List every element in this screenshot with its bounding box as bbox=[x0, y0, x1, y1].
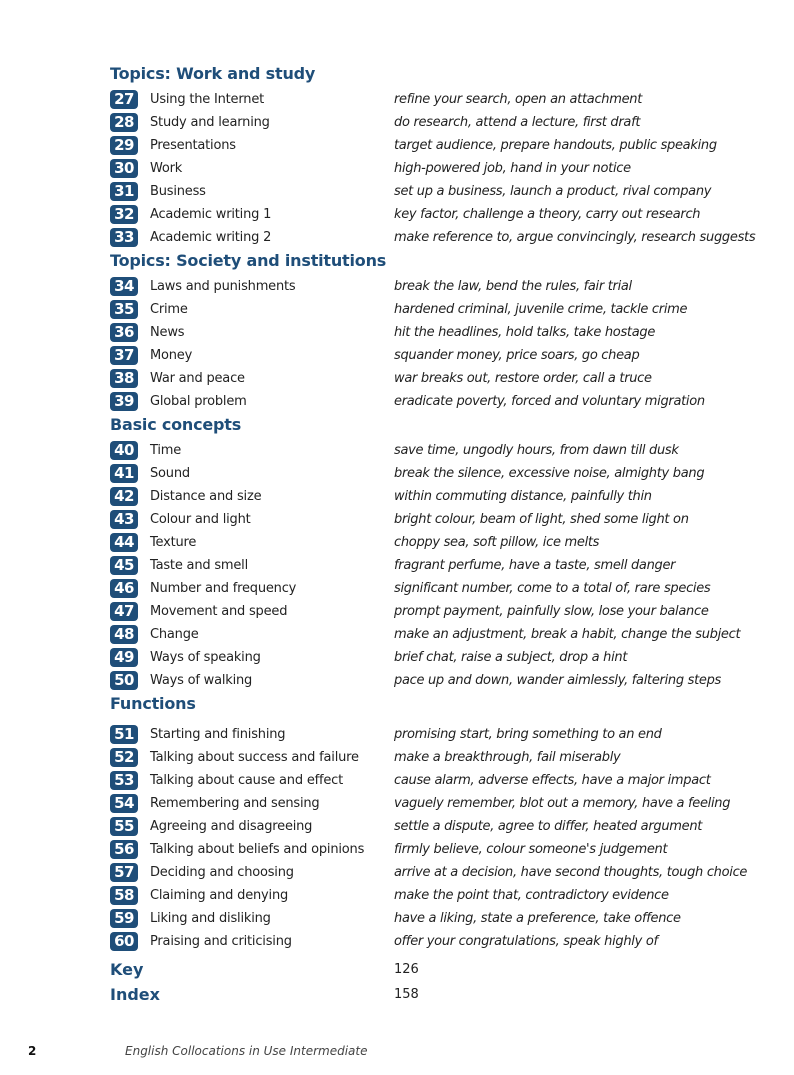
unit-row[interactable] bbox=[110, 321, 760, 344]
unit-title: Money bbox=[150, 348, 193, 363]
unit-title: Deciding and choosing bbox=[150, 865, 294, 880]
unit-title: Talking about beliefs and opinions bbox=[150, 842, 365, 857]
unit-title: War and peace bbox=[150, 371, 245, 386]
unit-title: Taste and smell bbox=[150, 558, 249, 573]
unit-title: Texture bbox=[150, 535, 197, 550]
key-entry[interactable] bbox=[110, 957, 760, 982]
unit-number-badge: 31 bbox=[110, 182, 138, 201]
unit-title: Academic writing 1 bbox=[150, 207, 272, 222]
unit-title: Using the Internet bbox=[150, 92, 265, 107]
unit-row[interactable] bbox=[110, 344, 760, 367]
unit-title: Academic writing 2 bbox=[150, 230, 272, 245]
unit-examples: do research, attend a lecture, first draft bbox=[394, 115, 641, 130]
unit-examples: fragrant perfume, have a taste, smell danger bbox=[394, 558, 676, 573]
unit-number-badge: 50 bbox=[110, 671, 138, 690]
section-heading: Topics: Society and institutions bbox=[110, 251, 387, 270]
unit-number-badge: 30 bbox=[110, 159, 138, 178]
unit-row[interactable] bbox=[110, 815, 760, 838]
unit-number-badge: 40 bbox=[110, 441, 138, 460]
unit-title: Agreeing and disagreeing bbox=[150, 819, 313, 834]
unit-row[interactable] bbox=[110, 930, 760, 953]
unit-row[interactable] bbox=[110, 838, 760, 861]
unit-row[interactable] bbox=[110, 390, 760, 413]
unit-number-badge: 29 bbox=[110, 136, 138, 155]
unit-title: Sound bbox=[150, 466, 190, 481]
unit-title: Distance and size bbox=[150, 489, 262, 504]
unit-examples: make a breakthrough, fail miserably bbox=[394, 750, 621, 765]
unit-row[interactable] bbox=[110, 554, 760, 577]
unit-number-badge: 42 bbox=[110, 487, 138, 506]
unit-examples: make reference to, argue convincingly, research suggests bbox=[394, 230, 756, 245]
unit-title: Praising and criticising bbox=[150, 934, 292, 949]
unit-title: Change bbox=[150, 627, 199, 642]
unit-number-badge: 39 bbox=[110, 392, 138, 411]
unit-number-badge: 59 bbox=[110, 909, 138, 928]
unit-row[interactable] bbox=[110, 746, 760, 769]
unit-examples: bright colour, beam of light, shed some light on bbox=[394, 512, 689, 527]
section-work-and-study bbox=[110, 62, 760, 249]
unit-number-badge: 51 bbox=[110, 725, 138, 744]
unit-examples: hardened criminal, juvenile crime, tackle crime bbox=[394, 302, 688, 317]
index-page-number: 158 bbox=[394, 987, 419, 1002]
unit-row[interactable] bbox=[110, 226, 760, 249]
unit-examples: eradicate poverty, forced and voluntary migration bbox=[394, 394, 705, 409]
unit-title: Business bbox=[150, 184, 206, 199]
unit-row[interactable] bbox=[110, 485, 760, 508]
unit-title: Presentations bbox=[150, 138, 236, 153]
unit-row[interactable] bbox=[110, 723, 760, 746]
unit-title: Ways of walking bbox=[150, 673, 253, 688]
unit-row[interactable] bbox=[110, 884, 760, 907]
unit-row[interactable] bbox=[110, 462, 760, 485]
unit-examples: make an adjustment, break a habit, change the subject bbox=[394, 627, 741, 642]
unit-row[interactable] bbox=[110, 275, 760, 298]
unit-examples: squander money, price soars, go cheap bbox=[394, 348, 640, 363]
section-basic-concepts bbox=[110, 413, 760, 692]
unit-title: Claiming and denying bbox=[150, 888, 289, 903]
unit-row[interactable] bbox=[110, 769, 760, 792]
unit-row[interactable] bbox=[110, 203, 760, 226]
unit-row[interactable] bbox=[110, 861, 760, 884]
unit-number-badge: 45 bbox=[110, 556, 138, 575]
unit-examples: make the point that, contradictory evidence bbox=[394, 888, 669, 903]
unit-number-badge: 43 bbox=[110, 510, 138, 529]
unit-number-badge: 57 bbox=[110, 863, 138, 882]
index-label: Index bbox=[110, 985, 160, 1004]
book-title: English Collocations in Use Intermediate bbox=[125, 1044, 368, 1058]
unit-row[interactable] bbox=[110, 157, 760, 180]
unit-number-badge: 46 bbox=[110, 579, 138, 598]
unit-title: Remembering and sensing bbox=[150, 796, 320, 811]
unit-title: Global problem bbox=[150, 394, 247, 409]
unit-number-badge: 37 bbox=[110, 346, 138, 365]
unit-number-badge: 27 bbox=[110, 90, 138, 109]
unit-examples: brief chat, raise a subject, drop a hint bbox=[394, 650, 628, 665]
unit-examples: vaguely remember, blot out a memory, have a feeling bbox=[394, 796, 731, 811]
unit-examples: break the silence, excessive noise, almighty bang bbox=[394, 466, 705, 481]
unit-row[interactable] bbox=[110, 577, 760, 600]
unit-title: Study and learning bbox=[150, 115, 270, 130]
unit-row[interactable] bbox=[110, 508, 760, 531]
unit-examples: refine your search, open an attachment bbox=[394, 92, 643, 107]
unit-examples: target audience, prepare handouts, public speaking bbox=[394, 138, 717, 153]
unit-title: News bbox=[150, 325, 185, 340]
unit-number-badge: 47 bbox=[110, 602, 138, 621]
unit-row[interactable] bbox=[110, 134, 760, 157]
unit-row[interactable] bbox=[110, 367, 760, 390]
unit-number-badge: 36 bbox=[110, 323, 138, 342]
unit-title: Work bbox=[150, 161, 183, 176]
section-heading: Functions bbox=[110, 694, 196, 713]
unit-examples: pace up and down, wander aimlessly, faltering steps bbox=[394, 673, 721, 688]
unit-examples: have a liking, state a preference, take offence bbox=[394, 911, 681, 926]
key-label: Key bbox=[110, 960, 144, 979]
unit-row[interactable] bbox=[110, 531, 760, 554]
unit-number-badge: 32 bbox=[110, 205, 138, 224]
unit-row[interactable] bbox=[110, 439, 760, 462]
unit-number-badge: 28 bbox=[110, 113, 138, 132]
unit-title: Talking about cause and effect bbox=[150, 773, 344, 788]
unit-examples: offer your congratulations, speak highly of bbox=[394, 934, 658, 949]
unit-number-badge: 60 bbox=[110, 932, 138, 951]
index-entry[interactable] bbox=[110, 982, 760, 1007]
unit-row[interactable] bbox=[110, 907, 760, 930]
unit-examples: choppy sea, soft pillow, ice melts bbox=[394, 535, 600, 550]
section-heading: Topics: Work and study bbox=[110, 64, 316, 83]
unit-examples: arrive at a decision, have second thoughts, tough choice bbox=[394, 865, 748, 880]
section-functions bbox=[110, 692, 760, 953]
unit-title: Time bbox=[150, 443, 182, 458]
unit-title: Ways of speaking bbox=[150, 650, 261, 665]
section-society-and-institutions bbox=[110, 249, 760, 413]
unit-number-badge: 52 bbox=[110, 748, 138, 767]
unit-row[interactable] bbox=[110, 792, 760, 815]
unit-title: Liking and disliking bbox=[150, 911, 271, 926]
unit-title: Number and frequency bbox=[150, 581, 297, 596]
unit-examples: key factor, challenge a theory, carry out research bbox=[394, 207, 701, 222]
unit-examples: set up a business, launch a product, rival company bbox=[394, 184, 712, 199]
unit-row[interactable] bbox=[110, 111, 760, 134]
unit-number-badge: 55 bbox=[110, 817, 138, 836]
unit-row[interactable] bbox=[110, 180, 760, 203]
unit-title: Colour and light bbox=[150, 512, 251, 527]
unit-examples: war breaks out, restore order, call a truce bbox=[394, 371, 652, 386]
unit-row[interactable] bbox=[110, 600, 760, 623]
unit-number-badge: 35 bbox=[110, 300, 138, 319]
unit-examples: cause alarm, adverse effects, have a major impact bbox=[394, 773, 711, 788]
page-footer bbox=[0, 1044, 794, 1064]
unit-title: Laws and punishments bbox=[150, 279, 296, 294]
unit-number-badge: 53 bbox=[110, 771, 138, 790]
unit-row[interactable] bbox=[110, 646, 760, 669]
unit-examples: prompt payment, painfully slow, lose your balance bbox=[394, 604, 709, 619]
unit-number-badge: 58 bbox=[110, 886, 138, 905]
unit-examples: settle a dispute, agree to differ, heated argument bbox=[394, 819, 703, 834]
unit-examples: firmly believe, colour someone's judgement bbox=[394, 842, 668, 857]
unit-number-badge: 54 bbox=[110, 794, 138, 813]
page-number: 2 bbox=[28, 1044, 37, 1058]
unit-row[interactable] bbox=[110, 88, 760, 111]
unit-number-badge: 49 bbox=[110, 648, 138, 667]
unit-title: Movement and speed bbox=[150, 604, 288, 619]
section-heading: Basic concepts bbox=[110, 415, 242, 434]
unit-number-badge: 44 bbox=[110, 533, 138, 552]
unit-number-badge: 56 bbox=[110, 840, 138, 859]
unit-examples: save time, ungodly hours, from dawn till dusk bbox=[394, 443, 679, 458]
unit-examples: hit the headlines, hold talks, take hostage bbox=[394, 325, 656, 340]
unit-number-badge: 38 bbox=[110, 369, 138, 388]
unit-title: Crime bbox=[150, 302, 188, 317]
unit-number-badge: 33 bbox=[110, 228, 138, 247]
unit-examples: promising start, bring something to an end bbox=[394, 727, 662, 742]
unit-examples: break the law, bend the rules, fair trial bbox=[394, 279, 632, 294]
unit-examples: within commuting distance, painfully thin bbox=[394, 489, 652, 504]
unit-number-badge: 41 bbox=[110, 464, 138, 483]
unit-number-badge: 48 bbox=[110, 625, 138, 644]
unit-title: Talking about success and failure bbox=[150, 750, 359, 765]
contents-page bbox=[110, 62, 760, 1007]
key-page-number: 126 bbox=[394, 962, 419, 977]
unit-row[interactable] bbox=[110, 298, 760, 321]
unit-row[interactable] bbox=[110, 623, 760, 646]
unit-number-badge: 34 bbox=[110, 277, 138, 296]
unit-examples: high-powered job, hand in your notice bbox=[394, 161, 631, 176]
unit-row[interactable] bbox=[110, 669, 760, 692]
unit-title: Starting and finishing bbox=[150, 727, 286, 742]
back-matter bbox=[110, 957, 760, 1007]
unit-examples: significant number, come to a total of, rare species bbox=[394, 581, 711, 596]
